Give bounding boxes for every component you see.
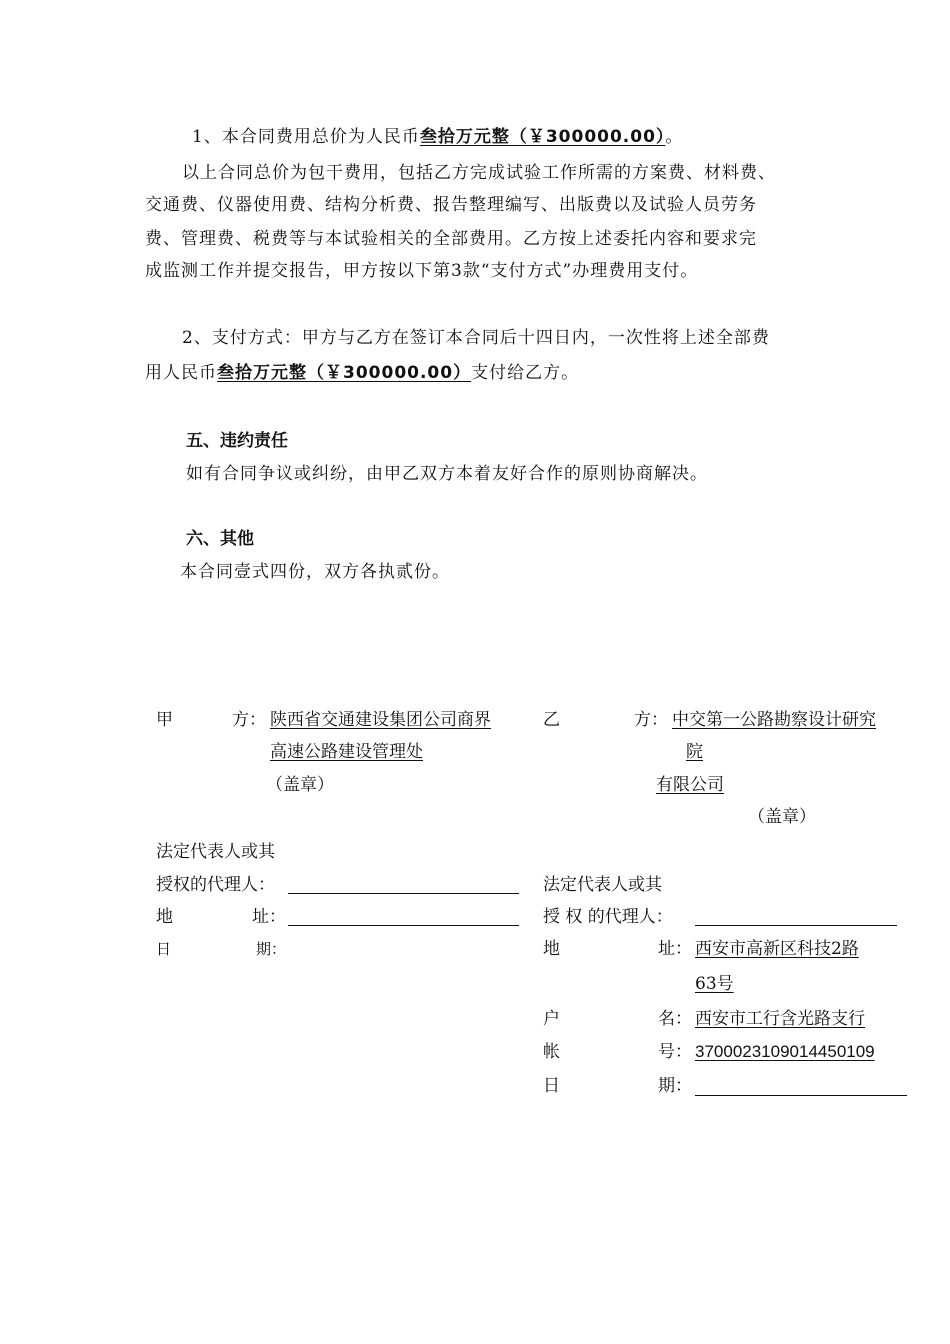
fee-desc-line-3: 费、管理费、税费等与本试验相关的全部费用。乙方按上述委托内容和要求完: [145, 229, 757, 249]
payment-line-2: [145, 362, 579, 384]
party-a-rep-signature-line[interactable]: [288, 893, 519, 894]
party-b-date-line[interactable]: [695, 1095, 907, 1096]
payment-line-1: 2、支付方式：甲方与乙方在签订本合同后十四日内，一次性将上述全部费: [182, 328, 770, 348]
party-b-account-no-value: 3700023109014450109: [695, 1042, 875, 1061]
fee-desc-line-2: 交通费、仪器使用费、结构分析费、报告整理编写、出版费以及试验人员劳务: [145, 195, 757, 215]
party-b-name-line-1: 中交第一公路勘察设计研究: [672, 710, 876, 730]
liability-heading: 五、违约责任: [186, 431, 288, 451]
party-b-label-left: 乙: [543, 710, 560, 730]
party-a-addr-right: 址：: [252, 907, 286, 927]
party-a-address-line[interactable]: [288, 925, 519, 926]
party-a-seal: （盖章）: [266, 775, 334, 795]
party-b-rep-line-2: 授 权 的代理人：: [543, 907, 673, 927]
party-a-addr-left: 地: [156, 907, 173, 927]
party-b-address-line-1: 西安市高新区科技2路: [695, 939, 859, 959]
party-b-rep-line-1: 法定代表人或其: [543, 875, 662, 895]
party-b-account-no-right: 号：: [658, 1042, 692, 1062]
party-b-addr-left: 地: [543, 939, 560, 959]
fee-total-amount: 叁拾万元整（￥300000.00）: [419, 127, 666, 147]
party-b-address-line-2: 63号: [695, 974, 734, 994]
party-a-date-right: 期：: [256, 940, 287, 958]
party-a-rep-line-1: 法定代表人或其: [156, 842, 275, 862]
liability-text: 如有合同争议或纠纷，由甲乙双方本着友好合作的原则协商解决。: [186, 464, 708, 484]
fee-desc-line-4: 成监测工作并提交报告，甲方按以下第3款“支付方式”办理费用支付。: [145, 261, 699, 281]
party-a-label-left: 甲: [156, 710, 173, 730]
party-b-account-name-left: 户: [543, 1009, 560, 1029]
party-b-name-line-2: 院: [686, 742, 703, 762]
payment-line-2-suffix: 支付给乙方。: [471, 363, 580, 383]
fee-clause-1-prefix: 1、本合同费用总价为人民币: [192, 127, 420, 147]
party-b-label-right: 方：: [634, 710, 668, 730]
other-heading: 六、其他: [186, 529, 254, 549]
party-b-seal: （盖章）: [748, 807, 816, 827]
party-a-label-right: 方：: [232, 710, 266, 730]
fee-clause-1-end: 。: [665, 127, 684, 147]
party-b-account-name-right: 名：: [658, 1009, 692, 1029]
party-b-account-no-left: 帐: [543, 1042, 560, 1062]
payment-line-2-prefix: 用人民币: [145, 363, 217, 383]
party-a-rep-line-2: 授权的代理人：: [156, 875, 275, 895]
party-a-date-left: 日: [156, 940, 172, 958]
party-b-addr-right: 址：: [658, 939, 692, 959]
party-b-name-line-3: 有限公司: [656, 775, 724, 795]
party-a-name-line-1: 陕西省交通建设集团公司商界: [270, 710, 491, 730]
party-a-name-line-2: 高速公路建设管理处: [270, 742, 423, 762]
party-b-date-left: 日: [543, 1076, 560, 1096]
payment-amount: 叁拾万元整（￥300000.00）: [217, 363, 472, 383]
fee-clause-1: [192, 126, 683, 148]
fee-desc-line-1: 以上合同总价为包干费用，包括乙方完成试验工作所需的方案费、材料费、: [182, 163, 776, 183]
other-text: 本合同壹式四份，双方各执贰份。: [180, 562, 450, 582]
party-b-date-right: 期：: [658, 1076, 692, 1096]
party-b-account-name-value: 西安市工行含光路支行: [695, 1009, 865, 1029]
party-b-rep-signature-line[interactable]: [695, 925, 897, 926]
